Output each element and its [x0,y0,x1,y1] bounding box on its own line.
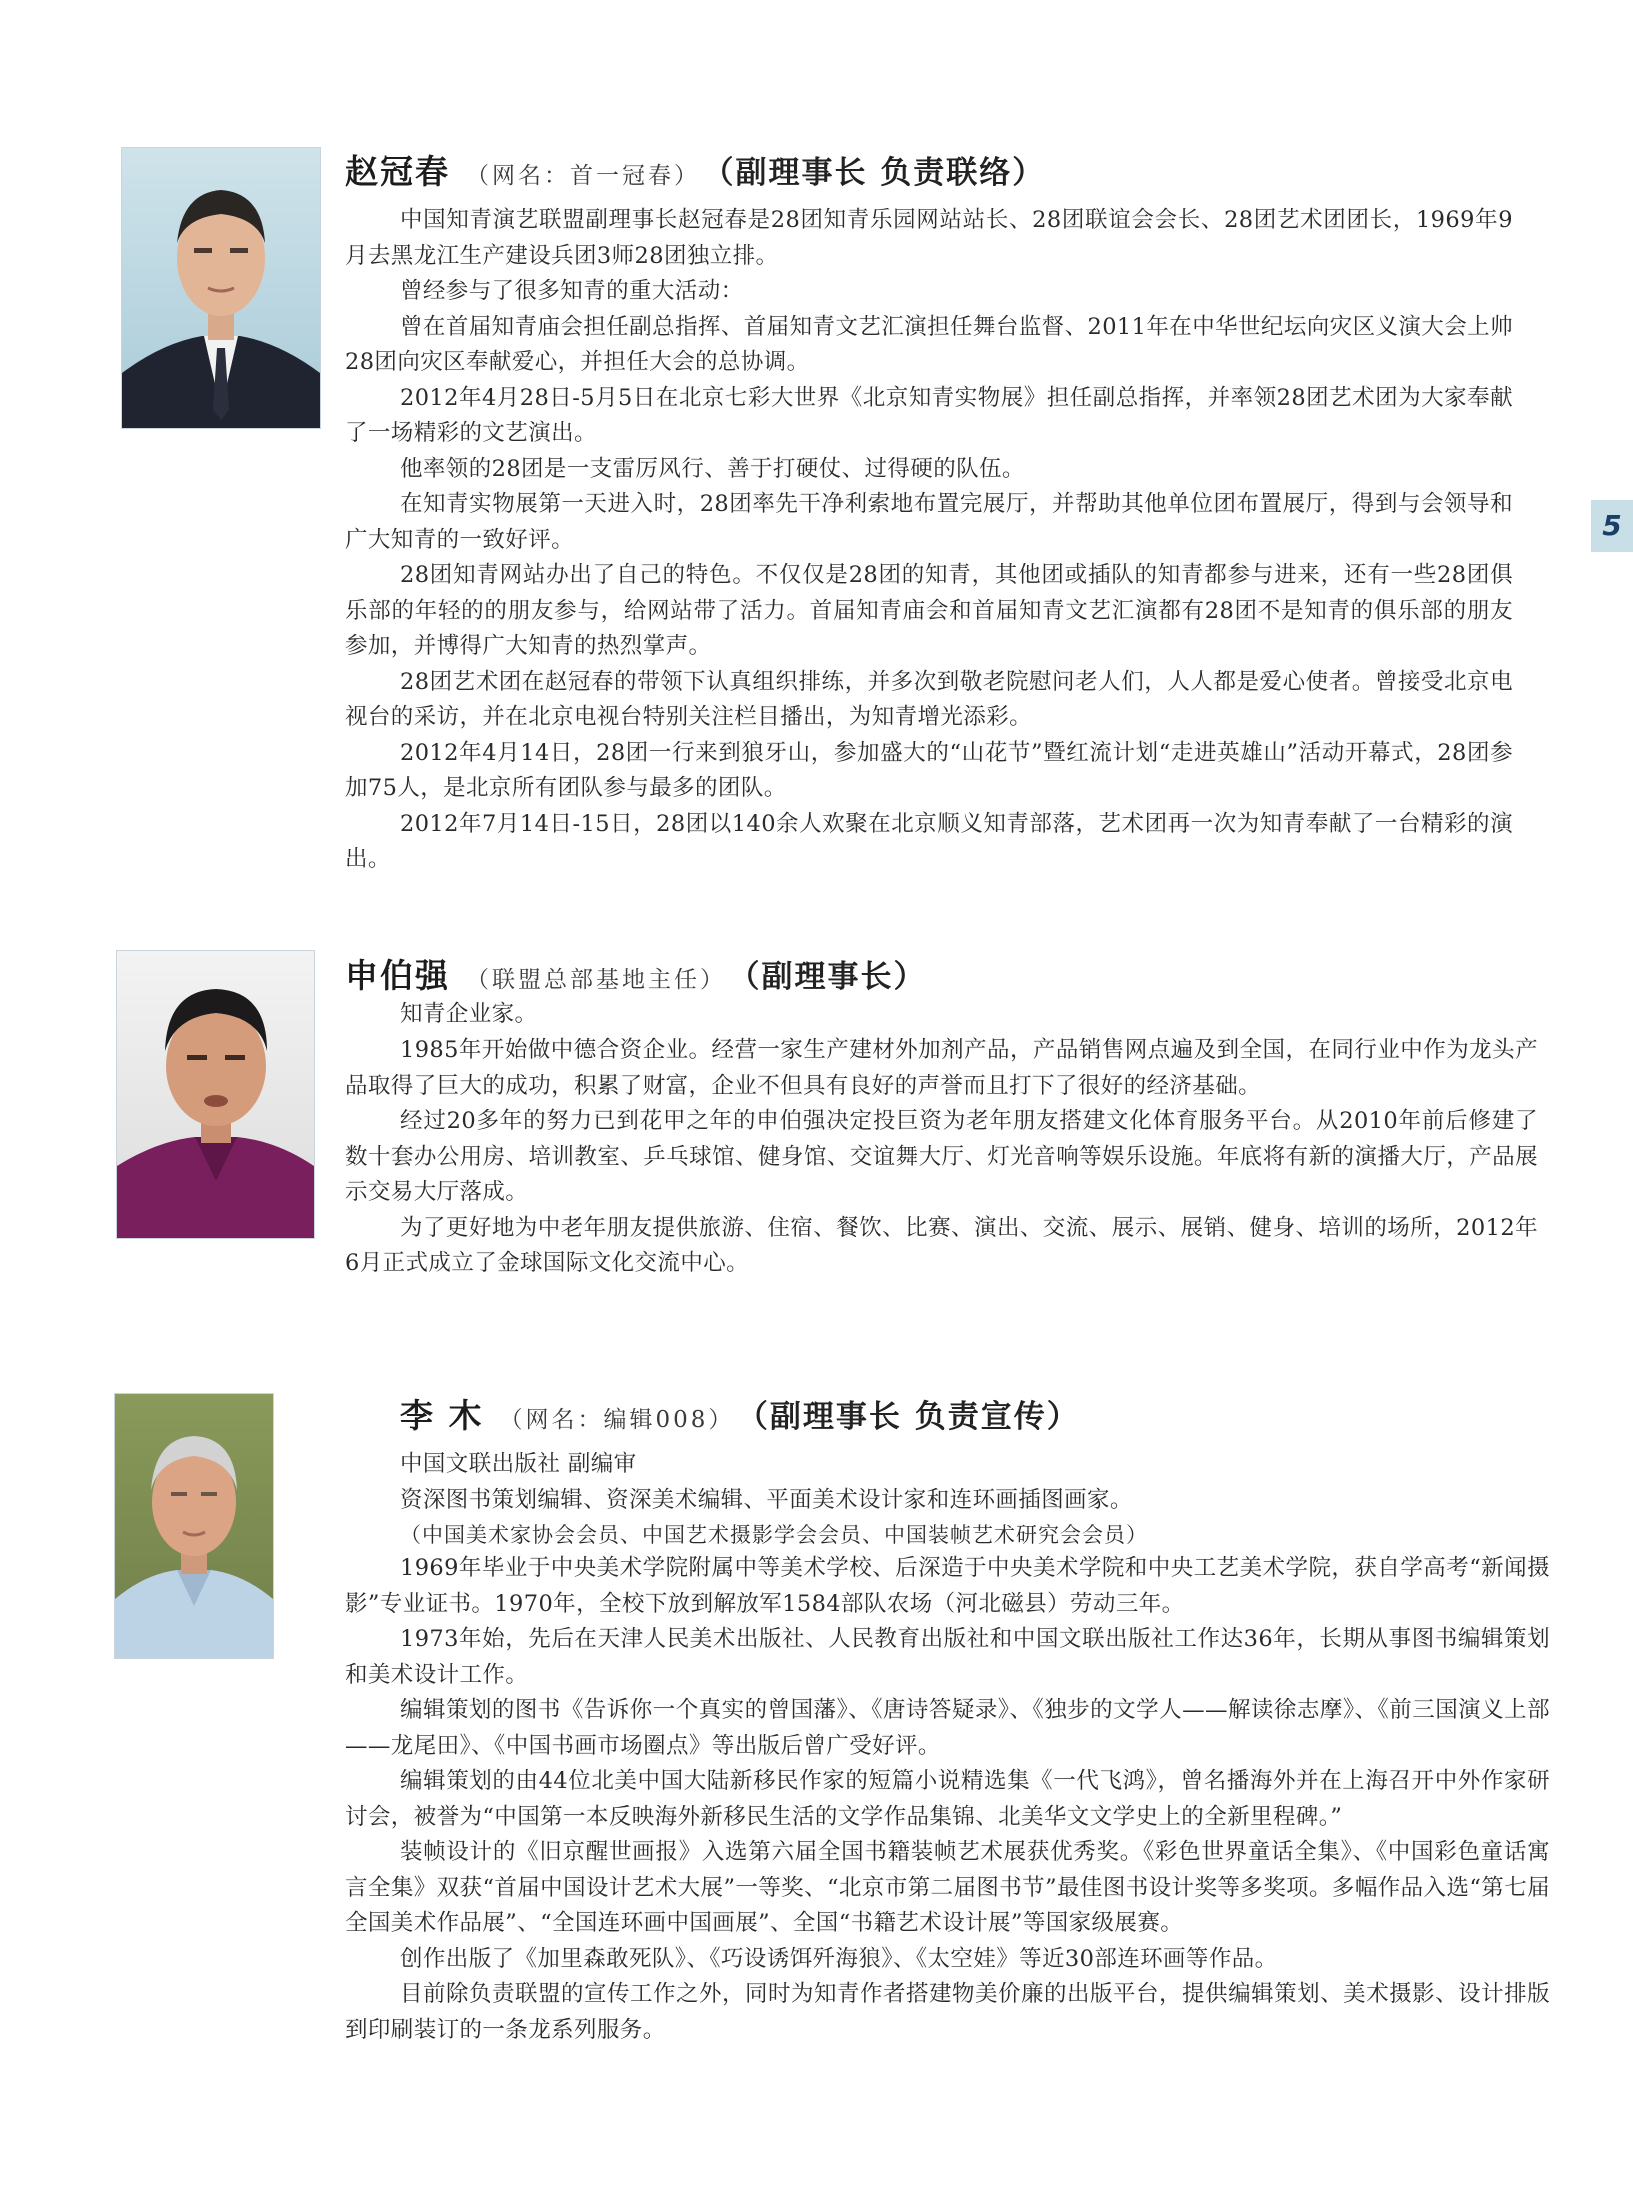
portrait-photo [114,1393,274,1659]
bio-paragraph: 装帧设计的《旧京醒世画报》入选第六届全国书籍装帧艺术展获优秀奖。《彩色世界童话全集》、《中国彩色童话寓言全集》双获“首届中国设计艺术大展”一等奖、“北京市第二届图书节”最佳图书设计奖等多奖项。多幅作品入选“第七届全国美术作品展”、“全国连环画中国画展”、全国“书籍艺术设计展”等国家级展赛。 [345,1839,1550,1936]
page-number-tab: 5 [1591,500,1633,552]
person-nickname: （网名：编辑008） [499,1407,735,1433]
bio-paragraph: 他率领的28团是一支雷厉风行、善于打硬仗、过得硬的队伍。 [400,455,1025,482]
person-nickname: （网名：首一冠春） [466,163,700,189]
person-role: （副理事长 负责宣传） [752,1399,1080,1435]
bio-paragraph: 曾经参与了很多知青的重大活动： [400,278,744,304]
bio-paragraph: 资深图书策划编辑、资深美术编辑、平面美术设计家和连环画插图画家。 [400,1486,1133,1513]
person-name: 赵冠春 [345,152,450,191]
profile-heading [400,1390,1550,1437]
person-role: （副理事长 负责联络） [718,155,1046,191]
bio-paragraph: 为了更好地为中老年朋友提供旅游、住宿、餐饮、比赛、演出、交流、展示、展销、健身、培训的场所，2012年6月正式成立了金球国际文化交流中心。 [345,1214,1538,1276]
bio-paragraph: 中国知青演艺联盟副理事长赵冠春是28团知青乐园网站站长、28团联谊会会长、28团艺术团团长，1969年9月去黑龙江生产建设兵团3师28团独立排。 [345,207,1513,269]
portrait-man-in-suit [122,148,320,428]
person-name: 申伯强 [345,956,450,995]
portrait-man-in-purple-shirt [117,951,314,1238]
person-role: （副理事长） [744,959,927,995]
bio-paragraph: 在知青实物展第一天进入时，28团率先干净利索地布置完展厅，并帮助其他单位团布置展厅，得到与会领导和广大知青的一致好评。 [345,491,1513,553]
portrait-photo [121,147,321,429]
portrait-photo [116,950,315,1239]
bio-paragraph: 2012年7月14日-15日，28团以140余人欢聚在北京顺义知青部落，艺术团再一次为知青奉献了一台精彩的演出。 [345,810,1513,872]
bio-paragraph: 1973年始，先后在天津人民美术出版社、人民教育出版社和中国文联出版社工作达36年，长期从事图书编辑策划和美术设计工作。 [345,1626,1550,1688]
portrait-man-in-blue-shirt [115,1394,273,1658]
profile-heading [345,146,1513,193]
person-nickname: （联盟总部基地主任） [466,967,726,993]
bio-paragraph: 1985年开始做中德合资企业。经营一家生产建材外加剂产品，产品销售网点遍及到全国，在同行业中作为龙头产品取得了巨大的成功，积累了财富，企业不但具有良好的声誉而且打下了很好的经济基础。 [345,1037,1538,1099]
bio-paragraph: 中国文联出版社 副编审 [400,1451,637,1477]
person-name: 李 木 [400,1396,484,1435]
bio-paragraph: 创作出版了《加里森敢死队》、《巧设诱饵歼海狼》、《太空娃》等近30部连环画等作品。 [400,1945,1278,1972]
bio-paragraph: 2012年4月14日，28团一行来到狼牙山，参加盛大的“山花节”暨红流计划“走进英雄山”活动开幕式，28团参加75人，是北京所有团队参与最多的团队。 [345,739,1513,801]
bio-paragraph: （中国美术家协会会员、中国艺术摄影学会会员、中国装帧艺术研究会会员） [400,1523,1148,1547]
bio-paragraph: 编辑策划的由44位北美中国大陆新移民作家的短篇小说精选集《一代飞鸿》，曾名播海外并在上海召开中外作家研讨会，被誉为“中国第一本反映海外新移民生活的文学作品集锦、北美华文文学史上的全新里程碑。” [345,1768,1550,1830]
bio-paragraph: 28团艺术团在赵冠春的带领下认真组织排练，并多次到敬老院慰问老人们，人人都是爱心使者。曾接受北京电视台的采访，并在北京电视台特别关注栏目播出，为知青增光添彩。 [345,668,1513,730]
bio-paragraph: 28团知青网站办出了自己的特色。不仅仅是28团的知青，其他团或插队的知青都参与进来，还有一些28团俱乐部的年轻的的朋友参与，给网站带了活力。首届知青庙会和首届知青文艺汇演都有28团不是知青的俱乐部的朋友参加，并博得广大知青的热烈掌声。 [345,562,1513,659]
bio-paragraph: 编辑策划的图书《告诉你一个真实的曾国藩》、《唐诗答疑录》、《独步的文学人——解读徐志摩》、《前三国演义上部——龙尾田》、《中国书画市场圈点》等出版后曾广受好评。 [345,1697,1550,1759]
bio-paragraph: 目前除负责联盟的宣传工作之外，同时为知青作者搭建物美价廉的出版平台，提供编辑策划、美术摄影、设计排版到印刷装订的一条龙系列服务。 [345,1981,1550,2043]
bio-paragraph: 经过20多年的努力已到花甲之年的申伯强决定投巨资为老年朋友搭建文化体育服务平台。从2010年前后修建了数十套办公用房、培训教室、乒乓球馆、健身馆、交谊舞大厅、灯光音响等娱乐设施。年底将有新的演播大厅，产品展示交易大厅落成。 [345,1108,1538,1205]
bio-paragraph: 曾在首届知青庙会担任副总指挥、首届知青文艺汇演担任舞台监督、2011年在中华世纪坛向灾区义演大会上帅28团向灾区奉献爱心，并担任大会的总协调。 [345,313,1513,375]
bio-paragraph: 1969年毕业于中央美术学院附属中等美术学校、后深造于中央美术学院和中央工艺美术学院，获自学高考“新闻摄影”专业证书。1970年，全校下放到解放军1584部队农场（河北磁县）劳动三年。 [345,1555,1550,1617]
bio-paragraph: 2012年4月28日-5月5日在北京七彩大世界《北京知青实物展》担任副总指挥，并率领28团艺术团为大家奉献了一场精彩的文艺演出。 [345,384,1513,446]
bio-paragraph: 知青企业家。 [400,1001,538,1027]
profile-heading [345,950,1513,997]
